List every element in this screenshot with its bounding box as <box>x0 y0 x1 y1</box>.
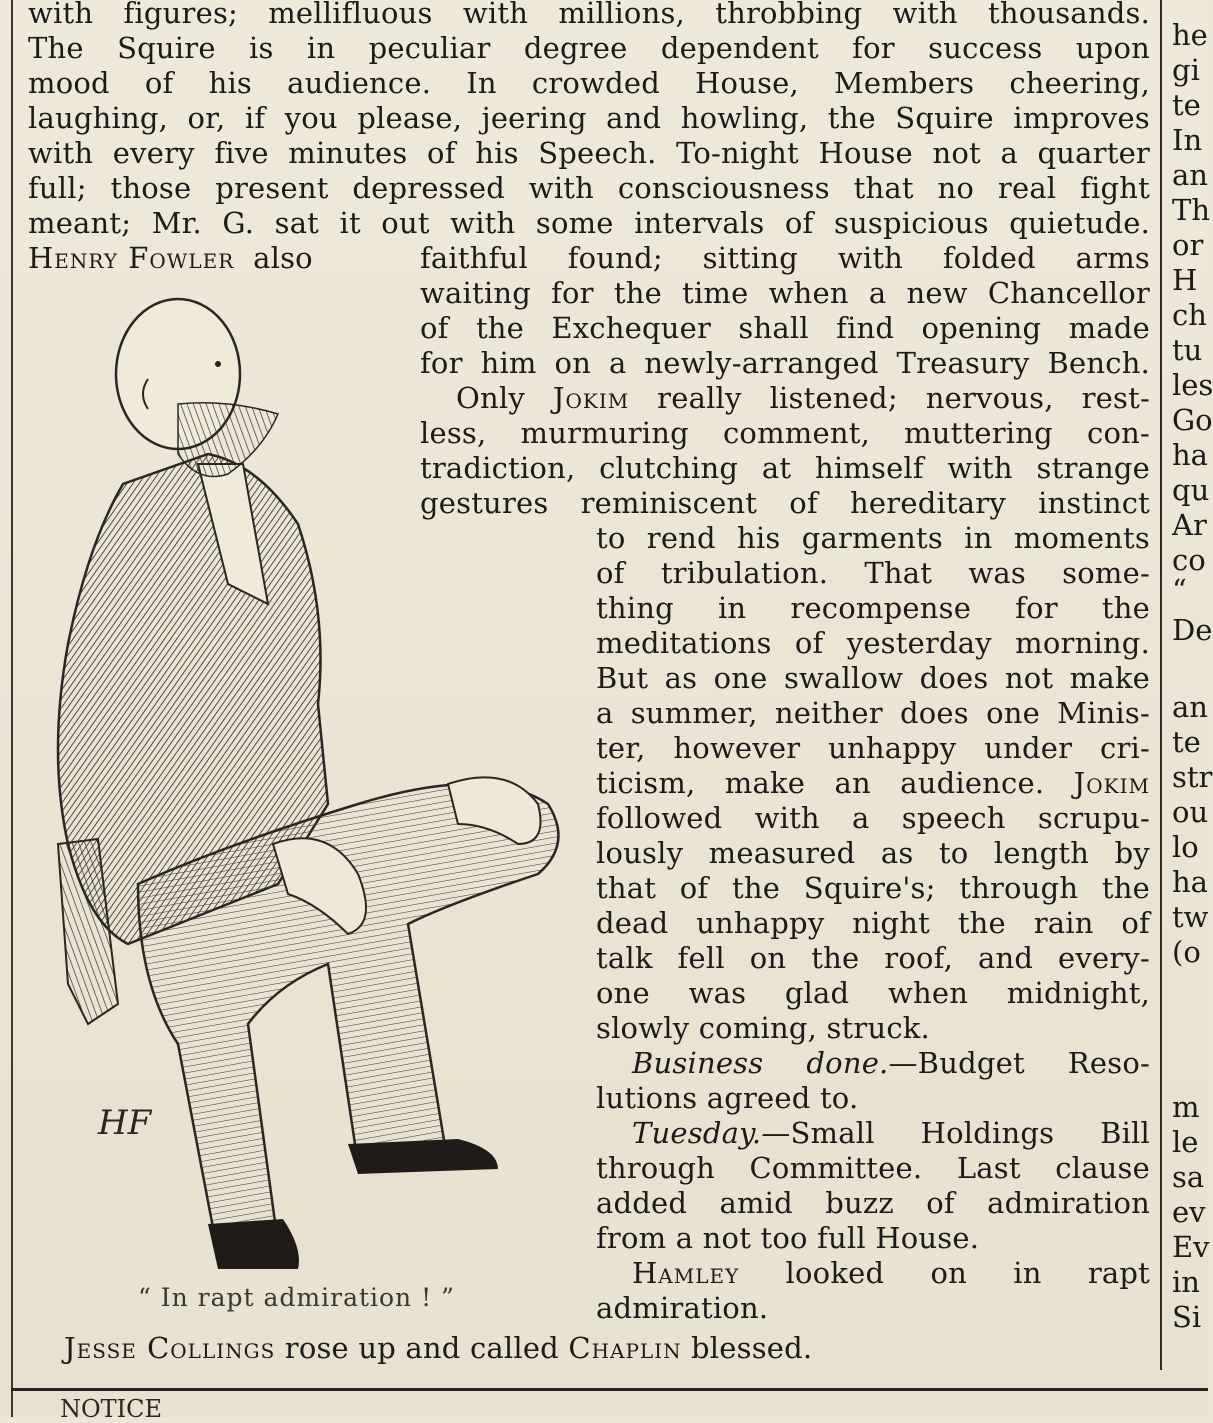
bottom-rule <box>11 1388 1208 1391</box>
fragment: Si <box>1172 1300 1202 1334</box>
artist-signature: HF <box>98 1103 152 1143</box>
name-jokim: Jokim <box>1073 766 1150 800</box>
right-column-fragments <box>1172 0 1212 1370</box>
text-line: admiration. <box>596 1291 769 1325</box>
text-line: talk fell on the roof, and every- <box>596 941 1150 975</box>
collings-line <box>64 1331 944 1366</box>
text-line: added amid buzz of admiration <box>596 1186 1150 1220</box>
column-divider-rule <box>1160 0 1162 1370</box>
text-line: with figures; mellifluous with millions, throbbing with thousands. <box>28 0 1150 30</box>
text-fragment: ticism, make an audience. <box>596 766 1045 800</box>
text-line: meant; Mr. G. sat it out with some intervals of suspicious quietude. <box>28 206 1150 240</box>
fragment: co <box>1172 543 1206 577</box>
text-line: meditations of yesterday morning. <box>596 626 1150 660</box>
text-line: ter, however unhappy under cri- <box>596 731 1150 765</box>
text-line: followed with a speech scrupu- <box>596 801 1150 835</box>
text-fragment: blessed. <box>691 1331 813 1365</box>
fragment: ha <box>1172 865 1208 899</box>
text-line: laughing, or, if you please, jeering and howling, the Squire improves <box>28 101 1150 135</box>
text-line: dead unhappy night the rain of <box>596 906 1150 940</box>
text-line: from a not too full House. <box>596 1221 980 1255</box>
text-line: tradiction, clutching at himself with strange <box>420 451 1150 485</box>
name-jokim: Jokim <box>552 381 630 415</box>
text-line: that of the Squire's; through the <box>596 871 1150 905</box>
text-line: of the Exchequer shall find opening made <box>420 311 1150 345</box>
text-fragment: Only <box>456 381 525 415</box>
text-fragment: really listened; nervous, rest- <box>657 381 1150 415</box>
shoe-right <box>348 1139 498 1174</box>
fragment: an <box>1172 690 1208 724</box>
name-jesse-collings: Jesse Collings <box>64 1331 276 1365</box>
fragment: tu <box>1172 333 1203 367</box>
fragment: (o <box>1172 935 1201 969</box>
fragment: Th <box>1172 193 1211 227</box>
fragment: or <box>1172 228 1204 262</box>
name-chaplin: Chaplin <box>568 1331 682 1365</box>
fragment: m <box>1172 1090 1200 1124</box>
text-line: faithful found; sitting with folded arms <box>420 241 1150 275</box>
fragment: in <box>1172 1265 1200 1299</box>
text-fragment: rose up and called <box>284 1331 559 1365</box>
text-fragment: —Budget Reso- <box>888 1046 1150 1080</box>
name-hamley: Hamley <box>632 1256 740 1290</box>
text-line: But as one swallow does not make <box>596 661 1150 695</box>
fragment: ev <box>1172 1195 1206 1229</box>
tuesday-label: Tuesday. <box>632 1116 762 1150</box>
fragment: De <box>1172 613 1213 647</box>
business-label: Business done. <box>632 1046 889 1080</box>
fragment: str <box>1172 760 1213 794</box>
fragment: ha <box>1172 438 1208 472</box>
text-line: one was glad when midnight, <box>596 976 1150 1010</box>
text-line: thing in recompense for the <box>596 591 1150 625</box>
text-line: The Squire is in peculiar degree dependent for success upon <box>28 31 1150 65</box>
business-line <box>632 1046 1150 1081</box>
shoe-left <box>208 1219 299 1269</box>
fragment: ou <box>1172 795 1209 829</box>
text-line: through Committee. Last clause <box>596 1151 1150 1185</box>
text-line: to rend his garments in moments <box>596 521 1150 555</box>
fragment: te <box>1172 725 1201 759</box>
text-line: a summer, neither does one Minis- <box>596 696 1150 730</box>
fragment: ch <box>1172 298 1207 332</box>
text-line: lutions agreed to. <box>596 1081 859 1115</box>
engraving-illustration <box>28 284 588 1284</box>
text-line: for him on a newly-arranged Treasury Bench. <box>420 346 1150 380</box>
text-line: gestures reminiscent of hereditary instinct <box>420 486 1150 520</box>
text-line: of tribulation. That was some- <box>596 556 1150 590</box>
fragment: In <box>1172 123 1203 157</box>
text-line: slowly coming, struck. <box>596 1011 930 1045</box>
fragment: Ar <box>1172 508 1207 542</box>
fragment: le <box>1172 1125 1199 1159</box>
fragment: tw <box>1172 900 1209 934</box>
fragment: “ <box>1172 573 1187 607</box>
fragment: Go <box>1172 403 1213 437</box>
fragment: Ev <box>1172 1230 1210 1264</box>
text-fragment: looked on in rapt <box>785 1256 1151 1290</box>
text-line: full; those present depressed with consciousness that no real fight <box>28 171 1150 205</box>
fragment: gi <box>1172 53 1200 87</box>
jokim-line-2 <box>596 766 1150 801</box>
text-line: with every five minutes of his Speech. To-night House not a quarter <box>28 136 1150 170</box>
text-line: lously measured as to length by <box>596 836 1150 870</box>
fragment: qu <box>1172 473 1210 507</box>
hamley-line <box>632 1256 1150 1291</box>
tuesday-line <box>632 1116 1150 1151</box>
fragment: sa <box>1172 1160 1205 1194</box>
name-henry-fowler: Henry Fowler <box>28 241 235 275</box>
fragment: les <box>1172 368 1213 402</box>
fragment: lo <box>1172 830 1199 864</box>
illustration-caption: “ In rapt admiration ! ” <box>138 1283 455 1312</box>
text-line: mood of his audience. In crowded House, Members cheering, <box>28 66 1150 100</box>
bottom-notice-strip: NOTICE <box>60 1395 163 1423</box>
fragment: an <box>1172 158 1208 192</box>
text-line: waiting for the time when a new Chancellor <box>420 276 1150 310</box>
left-margin-rule <box>11 0 13 1417</box>
fragment: he <box>1172 18 1208 52</box>
text-fragment: —Small Holdings Bill <box>761 1116 1150 1150</box>
fragment: te <box>1172 88 1201 122</box>
beard-shape <box>178 403 278 477</box>
text-line: less, murmuring comment, muttering con- <box>420 416 1150 450</box>
fowler-line <box>28 241 398 276</box>
text-fragment: also <box>253 241 313 275</box>
fragment: H <box>1172 263 1198 297</box>
